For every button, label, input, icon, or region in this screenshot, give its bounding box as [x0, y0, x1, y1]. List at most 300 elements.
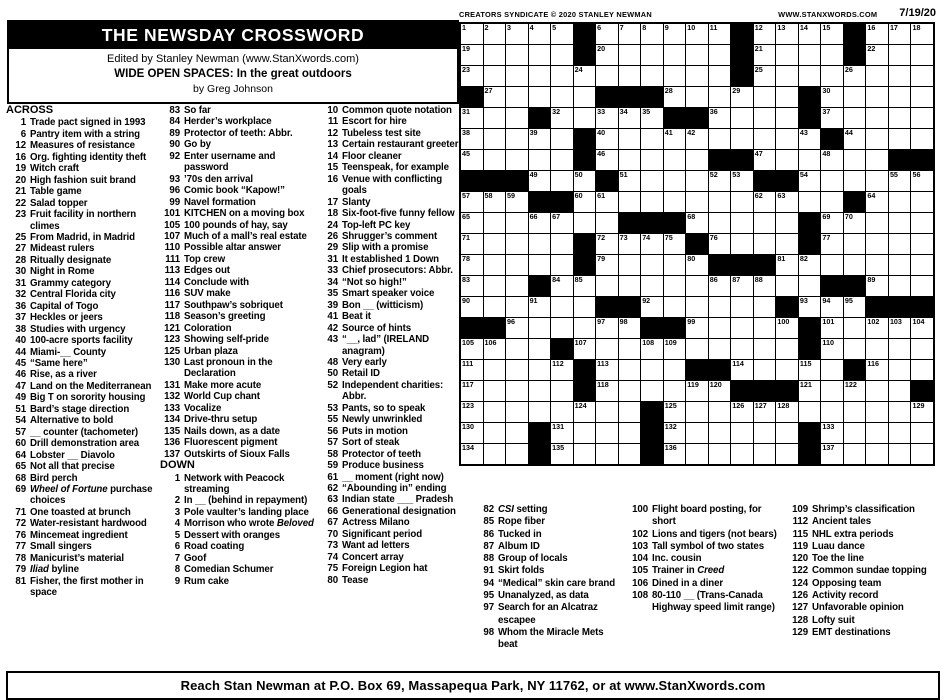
grid-cell[interactable]	[866, 423, 888, 443]
grid-cell[interactable]	[866, 87, 888, 107]
grid-cell[interactable]	[641, 381, 663, 401]
grid-cell[interactable]	[844, 234, 866, 254]
grid-cell[interactable]	[889, 402, 911, 422]
grid-cell[interactable]	[866, 24, 888, 44]
grid-cell[interactable]	[461, 213, 483, 233]
grid-cell[interactable]	[799, 402, 821, 422]
grid-cell[interactable]	[484, 402, 506, 422]
grid-cell[interactable]	[866, 45, 888, 65]
grid-cell[interactable]	[821, 66, 843, 86]
grid-cell[interactable]	[776, 255, 798, 275]
grid-cell[interactable]	[754, 192, 776, 212]
grid-cell[interactable]	[641, 276, 663, 296]
grid-cell[interactable]	[461, 381, 483, 401]
grid-cell[interactable]	[529, 24, 551, 44]
grid-cell[interactable]	[686, 297, 708, 317]
grid-cell[interactable]	[664, 276, 686, 296]
grid-cell[interactable]	[911, 108, 933, 128]
grid-cell[interactable]	[754, 45, 776, 65]
grid-cell[interactable]	[889, 213, 911, 233]
grid-cell[interactable]	[596, 129, 618, 149]
grid-cell[interactable]	[596, 66, 618, 86]
grid-cell[interactable]	[866, 234, 888, 254]
grid-cell[interactable]	[664, 87, 686, 107]
grid-cell[interactable]	[911, 255, 933, 275]
grid-cell[interactable]	[866, 66, 888, 86]
grid-cell[interactable]	[551, 66, 573, 86]
grid-cell[interactable]	[619, 108, 641, 128]
grid-cell[interactable]	[619, 192, 641, 212]
grid-cell[interactable]	[484, 150, 506, 170]
grid-cell[interactable]	[596, 255, 618, 275]
grid-cell[interactable]	[551, 234, 573, 254]
grid-cell[interactable]	[686, 318, 708, 338]
grid-cell[interactable]	[596, 213, 618, 233]
grid-cell[interactable]	[551, 129, 573, 149]
grid-cell[interactable]	[529, 318, 551, 338]
grid-cell[interactable]	[754, 87, 776, 107]
grid-cell[interactable]	[686, 381, 708, 401]
grid-cell[interactable]	[551, 24, 573, 44]
grid-cell[interactable]	[641, 297, 663, 317]
grid-cell[interactable]	[664, 255, 686, 275]
grid-cell[interactable]	[529, 150, 551, 170]
grid-cell[interactable]	[529, 339, 551, 359]
grid-cell[interactable]	[641, 108, 663, 128]
grid-cell[interactable]	[596, 24, 618, 44]
grid-cell[interactable]	[866, 444, 888, 464]
grid-cell[interactable]	[484, 234, 506, 254]
grid-cell[interactable]	[574, 108, 596, 128]
grid-cell[interactable]	[754, 297, 776, 317]
grid-cell[interactable]	[754, 213, 776, 233]
grid-cell[interactable]	[551, 276, 573, 296]
grid-cell[interactable]	[889, 87, 911, 107]
grid-cell[interactable]	[574, 87, 596, 107]
grid-cell[interactable]	[596, 192, 618, 212]
grid-cell[interactable]	[709, 192, 731, 212]
grid-cell[interactable]	[596, 276, 618, 296]
grid-cell[interactable]	[664, 24, 686, 44]
grid-cell[interactable]	[799, 360, 821, 380]
grid-cell[interactable]	[821, 339, 843, 359]
grid-cell[interactable]	[551, 444, 573, 464]
grid-cell[interactable]	[754, 66, 776, 86]
grid-cell[interactable]	[506, 444, 528, 464]
grid-cell[interactable]	[776, 423, 798, 443]
grid-cell[interactable]	[754, 360, 776, 380]
grid-cell[interactable]	[619, 444, 641, 464]
grid-cell[interactable]	[754, 402, 776, 422]
grid-cell[interactable]	[596, 318, 618, 338]
grid-cell[interactable]	[911, 360, 933, 380]
grid-cell[interactable]	[889, 129, 911, 149]
grid-cell[interactable]	[664, 339, 686, 359]
grid-cell[interactable]	[889, 444, 911, 464]
grid-cell[interactable]	[596, 234, 618, 254]
grid-cell[interactable]	[911, 276, 933, 296]
grid-cell[interactable]	[709, 129, 731, 149]
grid-cell[interactable]	[461, 24, 483, 44]
grid-cell[interactable]	[821, 234, 843, 254]
grid-cell[interactable]	[529, 234, 551, 254]
grid-cell[interactable]	[551, 318, 573, 338]
grid-cell[interactable]	[799, 192, 821, 212]
grid-cell[interactable]	[866, 108, 888, 128]
grid-cell[interactable]	[889, 66, 911, 86]
grid-cell[interactable]	[664, 192, 686, 212]
grid-cell[interactable]	[529, 255, 551, 275]
grid-cell[interactable]	[529, 129, 551, 149]
grid-cell[interactable]	[596, 108, 618, 128]
grid-cell[interactable]	[821, 255, 843, 275]
grid-cell[interactable]	[709, 171, 731, 191]
grid-cell[interactable]	[821, 423, 843, 443]
grid-cell[interactable]	[641, 171, 663, 191]
grid-cell[interactable]	[619, 66, 641, 86]
grid-cell[interactable]	[731, 234, 753, 254]
grid-cell[interactable]	[619, 24, 641, 44]
grid-cell[interactable]	[731, 108, 753, 128]
grid-cell[interactable]	[641, 255, 663, 275]
grid-cell[interactable]	[776, 318, 798, 338]
grid-cell[interactable]	[776, 108, 798, 128]
grid-cell[interactable]	[731, 297, 753, 317]
grid-cell[interactable]	[866, 402, 888, 422]
grid-cell[interactable]	[484, 297, 506, 317]
grid-cell[interactable]	[664, 234, 686, 254]
grid-cell[interactable]	[911, 192, 933, 212]
grid-cell[interactable]	[911, 402, 933, 422]
grid-cell[interactable]	[484, 87, 506, 107]
grid-cell[interactable]	[461, 297, 483, 317]
grid-cell[interactable]	[844, 318, 866, 338]
grid-cell[interactable]	[911, 66, 933, 86]
grid-cell[interactable]	[821, 213, 843, 233]
grid-cell[interactable]	[866, 255, 888, 275]
grid-cell[interactable]	[596, 360, 618, 380]
grid-cell[interactable]	[461, 45, 483, 65]
grid-cell[interactable]	[754, 444, 776, 464]
grid-cell[interactable]	[506, 255, 528, 275]
grid-cell[interactable]	[776, 276, 798, 296]
grid-cell[interactable]	[709, 276, 731, 296]
grid-cell[interactable]	[911, 87, 933, 107]
grid-cell[interactable]	[821, 192, 843, 212]
grid-cell[interactable]	[506, 360, 528, 380]
grid-cell[interactable]	[709, 297, 731, 317]
grid-cell[interactable]	[484, 255, 506, 275]
grid-cell[interactable]	[596, 402, 618, 422]
grid-cell[interactable]	[619, 150, 641, 170]
grid-cell[interactable]	[619, 402, 641, 422]
grid-cell[interactable]	[506, 276, 528, 296]
grid-cell[interactable]	[776, 192, 798, 212]
grid-cell[interactable]	[664, 129, 686, 149]
grid-cell[interactable]	[686, 276, 708, 296]
grid-cell[interactable]	[551, 108, 573, 128]
grid-cell[interactable]	[866, 339, 888, 359]
grid-cell[interactable]	[461, 423, 483, 443]
grid-cell[interactable]	[911, 171, 933, 191]
grid-cell[interactable]	[596, 45, 618, 65]
grid-cell[interactable]	[619, 423, 641, 443]
grid-cell[interactable]	[889, 108, 911, 128]
grid-cell[interactable]	[551, 297, 573, 317]
grid-cell[interactable]	[461, 360, 483, 380]
grid-cell[interactable]	[596, 339, 618, 359]
grid-cell[interactable]	[484, 381, 506, 401]
grid-cell[interactable]	[529, 171, 551, 191]
grid-cell[interactable]	[551, 213, 573, 233]
grid-cell[interactable]	[506, 318, 528, 338]
grid-cell[interactable]	[619, 276, 641, 296]
grid-cell[interactable]	[484, 360, 506, 380]
grid-cell[interactable]	[551, 150, 573, 170]
grid-cell[interactable]	[551, 423, 573, 443]
grid-cell[interactable]	[731, 423, 753, 443]
grid-cell[interactable]	[484, 45, 506, 65]
grid-cell[interactable]	[844, 87, 866, 107]
grid-cell[interactable]	[506, 150, 528, 170]
grid-cell[interactable]	[799, 381, 821, 401]
grid-cell[interactable]	[776, 87, 798, 107]
grid-cell[interactable]	[529, 213, 551, 233]
grid-cell[interactable]	[821, 402, 843, 422]
grid-cell[interactable]	[731, 171, 753, 191]
grid-cell[interactable]	[776, 24, 798, 44]
grid-cell[interactable]	[889, 318, 911, 338]
grid-cell[interactable]	[641, 66, 663, 86]
grid-cell[interactable]	[529, 45, 551, 65]
grid-cell[interactable]	[709, 213, 731, 233]
grid-cell[interactable]	[686, 150, 708, 170]
grid-cell[interactable]	[506, 339, 528, 359]
grid-cell[interactable]	[709, 381, 731, 401]
grid-cell[interactable]	[641, 45, 663, 65]
grid-cell[interactable]	[821, 45, 843, 65]
grid-cell[interactable]	[844, 66, 866, 86]
grid-cell[interactable]	[911, 24, 933, 44]
grid-cell[interactable]	[664, 150, 686, 170]
grid-cell[interactable]	[754, 24, 776, 44]
grid-cell[interactable]	[461, 150, 483, 170]
grid-cell[interactable]	[461, 339, 483, 359]
grid-cell[interactable]	[709, 339, 731, 359]
grid-cell[interactable]	[889, 24, 911, 44]
grid-cell[interactable]	[664, 381, 686, 401]
grid-cell[interactable]	[709, 87, 731, 107]
grid-cell[interactable]	[574, 444, 596, 464]
grid-cell[interactable]	[754, 318, 776, 338]
grid-cell[interactable]	[461, 192, 483, 212]
grid-cell[interactable]	[551, 402, 573, 422]
grid-cell[interactable]	[731, 360, 753, 380]
grid-cell[interactable]	[709, 402, 731, 422]
grid-cell[interactable]	[664, 66, 686, 86]
grid-cell[interactable]	[799, 66, 821, 86]
grid-cell[interactable]	[619, 255, 641, 275]
grid-cell[interactable]	[844, 402, 866, 422]
grid-cell[interactable]	[574, 276, 596, 296]
grid-cell[interactable]	[619, 339, 641, 359]
grid-cell[interactable]	[664, 423, 686, 443]
grid-cell[interactable]	[866, 276, 888, 296]
grid-cell[interactable]	[776, 213, 798, 233]
grid-cell[interactable]	[866, 360, 888, 380]
grid-cell[interactable]	[754, 108, 776, 128]
grid-cell[interactable]	[506, 297, 528, 317]
grid-cell[interactable]	[799, 45, 821, 65]
grid-cell[interactable]	[551, 360, 573, 380]
grid-cell[interactable]	[866, 192, 888, 212]
grid-cell[interactable]	[844, 423, 866, 443]
grid-cell[interactable]	[506, 66, 528, 86]
grid-cell[interactable]	[776, 402, 798, 422]
grid-cell[interactable]	[529, 402, 551, 422]
grid-cell[interactable]	[551, 87, 573, 107]
grid-cell[interactable]	[574, 339, 596, 359]
grid-cell[interactable]	[461, 402, 483, 422]
grid-cell[interactable]	[776, 234, 798, 254]
grid-cell[interactable]	[709, 24, 731, 44]
grid-cell[interactable]	[506, 402, 528, 422]
grid-cell[interactable]	[731, 444, 753, 464]
grid-cell[interactable]	[664, 360, 686, 380]
grid-cell[interactable]	[889, 234, 911, 254]
grid-cell[interactable]	[641, 24, 663, 44]
grid-cell[interactable]	[821, 87, 843, 107]
grid-cell[interactable]	[686, 192, 708, 212]
grid-cell[interactable]	[641, 129, 663, 149]
grid-cell[interactable]	[686, 45, 708, 65]
grid-cell[interactable]	[709, 318, 731, 338]
grid-cell[interactable]	[844, 255, 866, 275]
grid-cell[interactable]	[731, 318, 753, 338]
grid-cell[interactable]	[461, 276, 483, 296]
grid-cell[interactable]	[911, 213, 933, 233]
grid-cell[interactable]	[619, 318, 641, 338]
grid-cell[interactable]	[889, 381, 911, 401]
grid-cell[interactable]	[911, 45, 933, 65]
grid-cell[interactable]	[461, 234, 483, 254]
grid-cell[interactable]	[574, 171, 596, 191]
grid-cell[interactable]	[821, 444, 843, 464]
grid-cell[interactable]	[551, 381, 573, 401]
grid-cell[interactable]	[911, 423, 933, 443]
grid-cell[interactable]	[506, 24, 528, 44]
grid-cell[interactable]	[776, 45, 798, 65]
grid-cell[interactable]	[506, 213, 528, 233]
grid-cell[interactable]	[686, 444, 708, 464]
grid-cell[interactable]	[754, 234, 776, 254]
grid-cell[interactable]	[799, 297, 821, 317]
grid-cell[interactable]	[866, 318, 888, 338]
grid-cell[interactable]	[686, 24, 708, 44]
grid-cell[interactable]	[686, 171, 708, 191]
grid-cell[interactable]	[866, 171, 888, 191]
grid-cell[interactable]	[484, 129, 506, 149]
grid-cell[interactable]	[754, 423, 776, 443]
grid-cell[interactable]	[754, 129, 776, 149]
grid-cell[interactable]	[866, 129, 888, 149]
grid-cell[interactable]	[889, 255, 911, 275]
grid-cell[interactable]	[484, 213, 506, 233]
grid-cell[interactable]	[619, 129, 641, 149]
grid-cell[interactable]	[889, 192, 911, 212]
grid-cell[interactable]	[574, 213, 596, 233]
grid-cell[interactable]	[461, 255, 483, 275]
grid-cell[interactable]	[911, 444, 933, 464]
grid-cell[interactable]	[641, 360, 663, 380]
grid-cell[interactable]	[776, 360, 798, 380]
grid-cell[interactable]	[889, 423, 911, 443]
grid-cell[interactable]	[641, 339, 663, 359]
grid-cell[interactable]	[641, 150, 663, 170]
grid-cell[interactable]	[844, 381, 866, 401]
grid-cell[interactable]	[596, 381, 618, 401]
grid-cell[interactable]	[484, 66, 506, 86]
grid-cell[interactable]	[776, 150, 798, 170]
grid-cell[interactable]	[506, 87, 528, 107]
grid-cell[interactable]	[686, 66, 708, 86]
grid-cell[interactable]	[574, 318, 596, 338]
grid-cell[interactable]	[551, 171, 573, 191]
grid-cell[interactable]	[709, 66, 731, 86]
grid-cell[interactable]	[484, 444, 506, 464]
grid-cell[interactable]	[799, 171, 821, 191]
grid-cell[interactable]	[461, 444, 483, 464]
grid-cell[interactable]	[529, 360, 551, 380]
grid-cell[interactable]	[484, 192, 506, 212]
grid-cell[interactable]	[776, 339, 798, 359]
grid-cell[interactable]	[844, 297, 866, 317]
grid-cell[interactable]	[821, 297, 843, 317]
grid-cell[interactable]	[754, 150, 776, 170]
grid-cell[interactable]	[506, 108, 528, 128]
grid-cell[interactable]	[484, 24, 506, 44]
grid-cell[interactable]	[844, 213, 866, 233]
grid-cell[interactable]	[821, 381, 843, 401]
grid-cell[interactable]	[686, 213, 708, 233]
grid-cell[interactable]	[889, 360, 911, 380]
grid-cell[interactable]	[799, 150, 821, 170]
grid-cell[interactable]	[799, 276, 821, 296]
grid-cell[interactable]	[731, 87, 753, 107]
grid-cell[interactable]	[529, 66, 551, 86]
grid-cell[interactable]	[596, 444, 618, 464]
grid-cell[interactable]	[731, 129, 753, 149]
grid-cell[interactable]	[664, 171, 686, 191]
grid-cell[interactable]	[484, 339, 506, 359]
grid-cell[interactable]	[844, 444, 866, 464]
grid-cell[interactable]	[506, 129, 528, 149]
grid-cell[interactable]	[619, 45, 641, 65]
grid-cell[interactable]	[664, 444, 686, 464]
grid-cell[interactable]	[866, 381, 888, 401]
grid-cell[interactable]	[596, 150, 618, 170]
grid-cell[interactable]	[484, 423, 506, 443]
grid-cell[interactable]	[551, 255, 573, 275]
grid-cell[interactable]	[664, 45, 686, 65]
grid-cell[interactable]	[889, 171, 911, 191]
grid-cell[interactable]	[866, 213, 888, 233]
grid-cell[interactable]	[619, 171, 641, 191]
grid-cell[interactable]	[529, 297, 551, 317]
grid-cell[interactable]	[821, 108, 843, 128]
grid-cell[interactable]	[619, 360, 641, 380]
grid-cell[interactable]	[596, 423, 618, 443]
